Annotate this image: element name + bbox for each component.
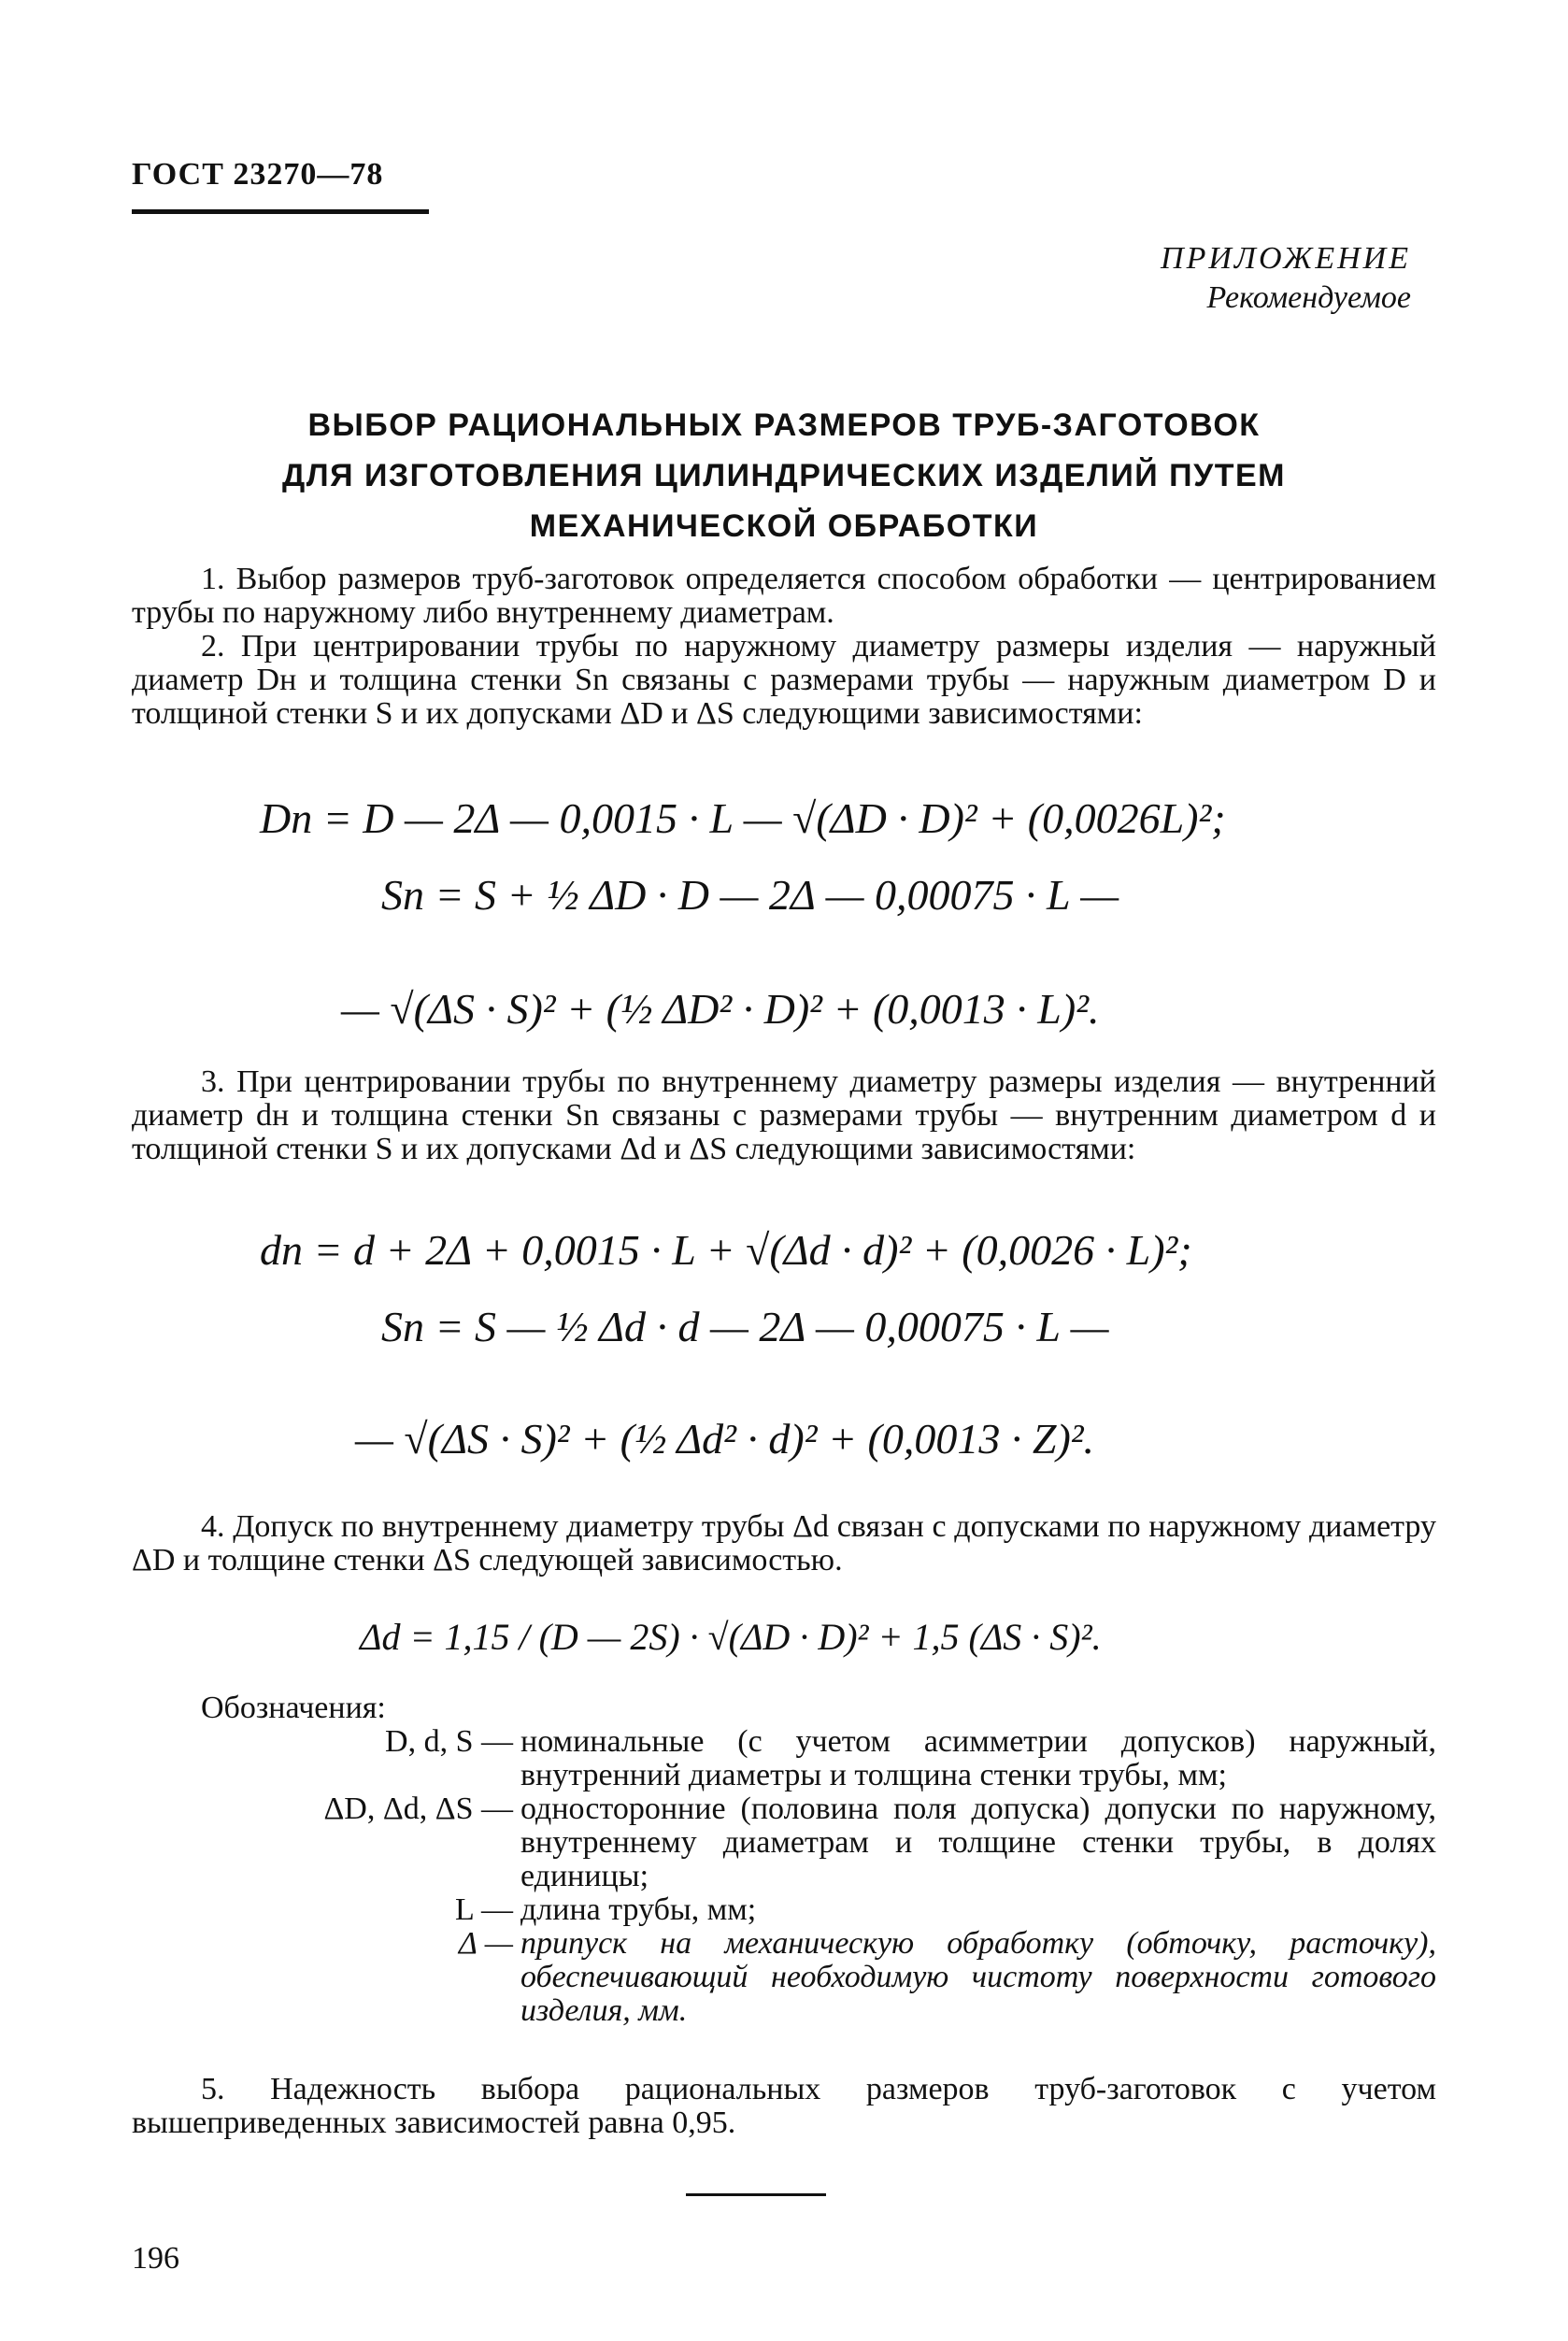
notation-item [132, 1792, 1436, 1893]
formula-4b: — √(ΔS · S)² + (½ Δd² · d)² + (0,0013 · Z)². [355, 1415, 1095, 1463]
formula-5: Δd = 1,15 / (D — 2S) · √(ΔD · D)² + 1,5 (ΔS · S)². [360, 1616, 1102, 1658]
notation-definition: односторонние (половина поля допуска) допуски по наружному, внутреннему диаметрам и толщине стенки трубы, в долях единицы; [520, 1791, 1436, 1893]
section-title [132, 400, 1436, 551]
formula-2b: — √(ΔS · S)² + (½ ΔD² · D)² + (0,0013 · L)². [341, 985, 1100, 1033]
notation-definition: длина трубы, мм; [520, 1892, 757, 1927]
formula-1: Dn = D — 2Δ — 0,0015 · L — √(ΔD · D)² + (0,0026L)²; [260, 794, 1226, 842]
appendix-title: ПРИЛОЖЕНИЕ [1161, 241, 1411, 276]
notation-term: Δ — [458, 1926, 513, 1961]
document-header-code: ГОСТ 23270—78 [132, 157, 384, 192]
paragraph-4: 4. Допуск по внутреннему диаметру трубы Δd связан с допусками по наружному диаметру ΔD и толщине стенки ΔS следующей зависимостью. [132, 1509, 1436, 1577]
paragraph-5: 5. Надежность выбора рациональных размеров труб-заготовок с учетом вышеприведенных зависимостей равна 0,95. [132, 2072, 1436, 2140]
notation-item [132, 1893, 1436, 1927]
paragraph-5-block [132, 2073, 1436, 2140]
paragraph-1: 1. Выбор размеров труб-заготовок определяется способом обработки — центрированием трубы по наружному либо внутреннему диаметрам. [132, 562, 1436, 630]
notation-term: ΔD, Δd, ΔS — [323, 1791, 513, 1826]
title-line-2: ДЛЯ ИЗГОТОВЛЕНИЯ ЦИЛИНДРИЧЕСКИХ ИЗДЕЛИЙ ПУТЕМ [281, 458, 1287, 493]
notation-definition: номинальные (с учетом асимметрии допусков) наружный, внутренний диаметры и толщина стенки трубы, мм; [520, 1724, 1436, 1792]
title-line-3: МЕХАНИЧЕСКОЙ ОБРАБОТКИ [529, 508, 1039, 544]
appendix-label [1161, 239, 1411, 318]
paragraphs-1-2 [132, 563, 1436, 731]
paragraph-4-block [132, 1510, 1436, 1577]
notation-item [132, 1927, 1436, 2028]
notation-list [132, 1692, 1436, 2028]
title-line-1: ВЫБОР РАЦИОНАЛЬНЫХ РАЗМЕРОВ ТРУБ-ЗАГОТОВОК [307, 407, 1261, 443]
appendix-status: Рекомендуемое [1206, 280, 1411, 315]
notation-term: L — [454, 1892, 513, 1927]
notation-term: D, d, S — [385, 1724, 513, 1759]
notation-item [132, 1725, 1436, 1792]
page-number: 196 [132, 2241, 179, 2276]
header-rule [132, 209, 429, 214]
paragraph-3: 3. При центрировании трубы по внутреннему диаметру размеры изделия — внутренний диаметр dн и толщина стенки Sn связаны с размерами трубы — внутренним диаметром d и толщиной стенки S и их допусками Δd и ΔS следующими зависимостями: [132, 1064, 1436, 1166]
notation-definition: припуск на механическую обработку (обточку, расточку), обеспечивающий необходимую чистоту поверхности готового изделия, мм. [520, 1926, 1436, 2028]
formula-4a: Sn = S — ½ Δd · d — 2Δ — 0,00075 · L — [381, 1303, 1109, 1350]
formula-2a: Sn = S + ½ ΔD · D — 2Δ — 0,00075 · L — [381, 871, 1119, 919]
formula-3: dn = d + 2Δ + 0,0015 · L + √(Δd · d)² + (0,0026 · L)²; [260, 1226, 1192, 1274]
bottom-rule [686, 2193, 826, 2196]
paragraph-3-block [132, 1065, 1436, 1166]
notation-title: Обозначения: [201, 1691, 386, 1725]
paragraph-2: 2. При центрировании трубы по наружному диаметру размеры изделия — наружный диаметр Dн и толщина стенки Sn связаны с размерами трубы — наружным диаметром D и толщиной стенки S и их допусками ΔD и ΔS следующими зависимостями: [132, 629, 1436, 731]
